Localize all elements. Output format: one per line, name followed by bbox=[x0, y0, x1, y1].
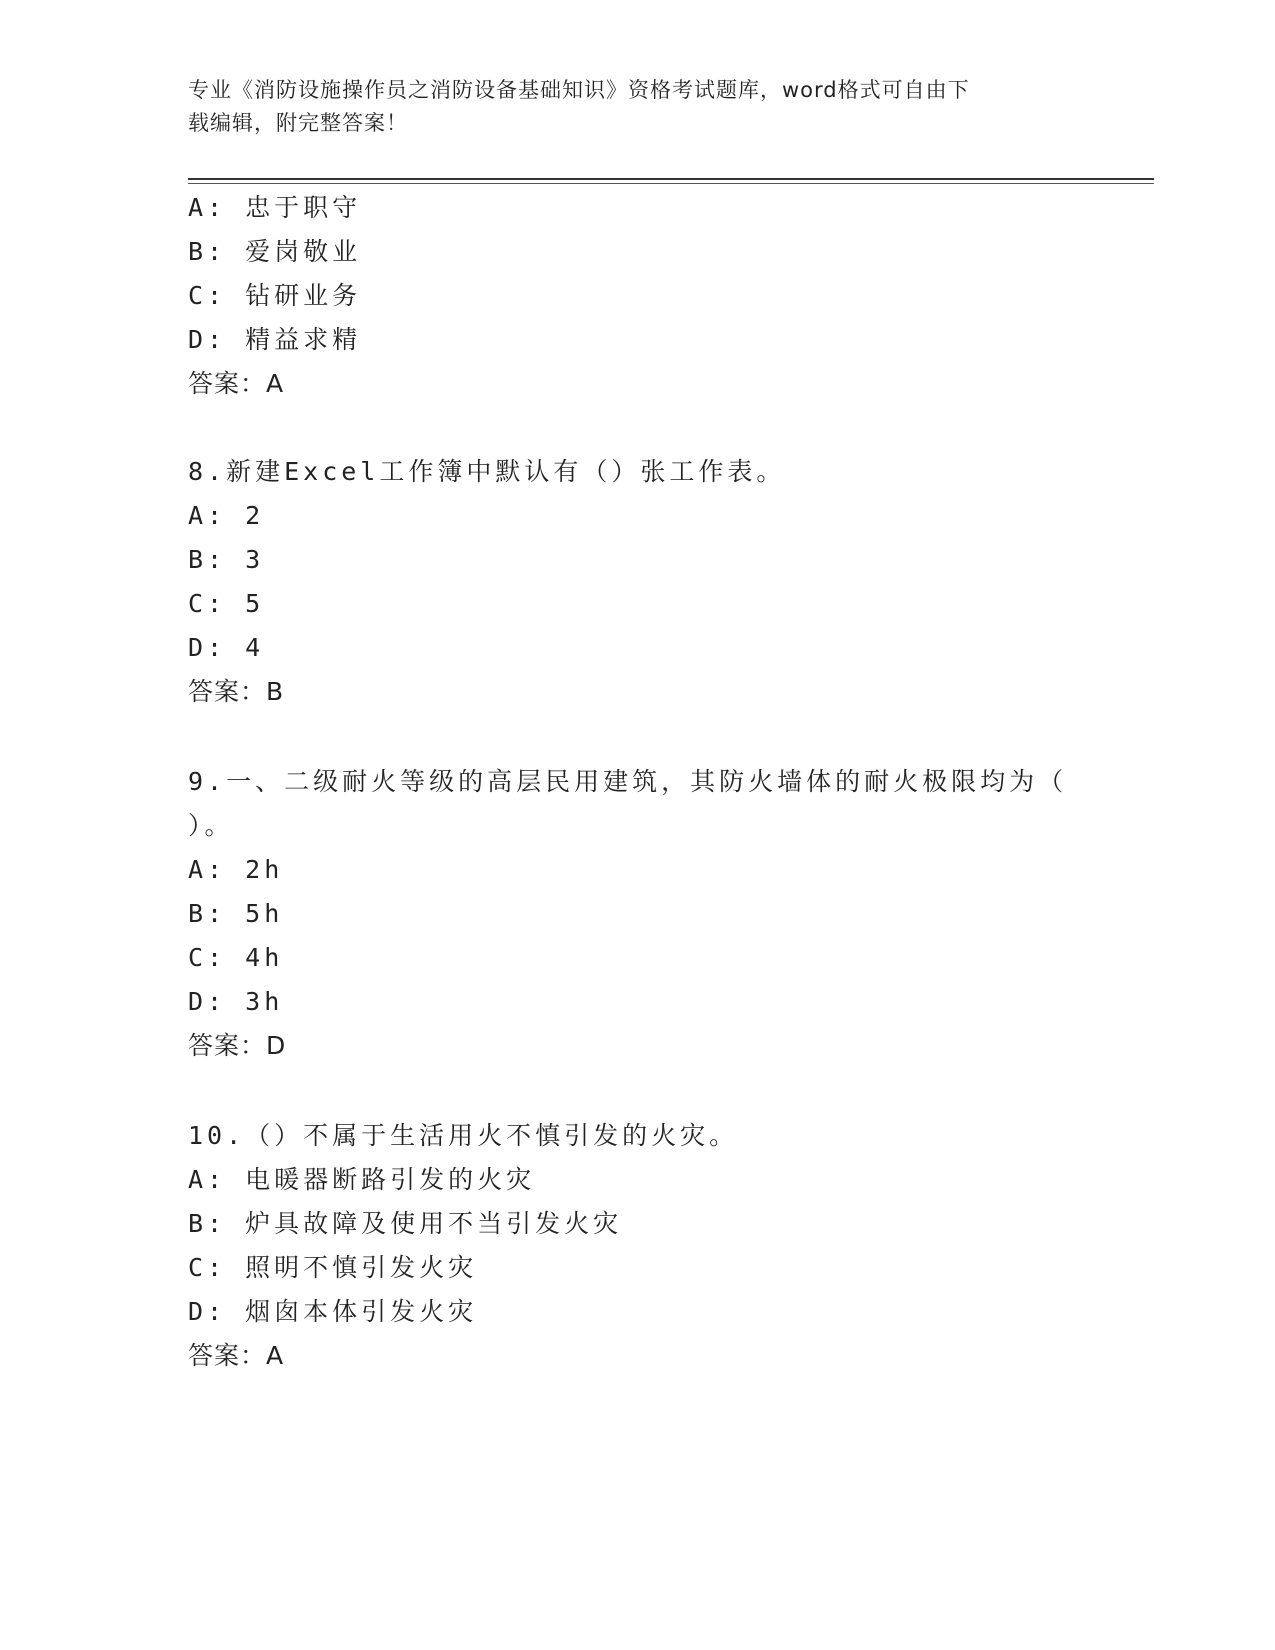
q7-option-b: B: 爱岗敬业 bbox=[188, 237, 362, 266]
q7-option-a: A: 忠于职守 bbox=[188, 193, 362, 222]
q9-answer: 答案：D bbox=[188, 1031, 287, 1060]
q9-option-c: C: 4h bbox=[188, 943, 284, 972]
q9-option-b: B: 5h bbox=[188, 899, 284, 928]
q8-option-b: B: 3 bbox=[188, 545, 265, 574]
q8-option-a: A: 2 bbox=[188, 501, 265, 530]
q10-option-c: C: 照明不慎引发火灾 bbox=[188, 1253, 478, 1282]
q7-option-c: C: 钻研业务 bbox=[188, 281, 362, 310]
q8-answer: 答案：B bbox=[188, 677, 285, 706]
q10-question: 10.（）不属于生活用火不慎引发的火灾。 bbox=[188, 1121, 739, 1150]
header-line-1: 专业《消防设施操作员之消防设备基础知识》资格考试题库，word格式可自由下 bbox=[188, 78, 970, 102]
header-divider-thick bbox=[188, 178, 1154, 180]
q9-option-a: A: 2h bbox=[188, 855, 284, 884]
q10-option-a: A: 电暖器断路引发的火灾 bbox=[188, 1165, 536, 1194]
document-header bbox=[188, 74, 1068, 140]
q8-question: 8.新建Excel工作簿中默认有（）张工作表。 bbox=[188, 457, 786, 486]
q9-question-line-1: 9.一、二级耐火等级的高层民用建筑，其防火墙体的耐火极限均为（ bbox=[188, 767, 1068, 796]
q10-answer: 答案：A bbox=[188, 1341, 285, 1370]
q7-option-d: D: 精益求精 bbox=[188, 325, 362, 354]
q8-option-d: D: 4 bbox=[188, 633, 265, 662]
q8-option-c: C: 5 bbox=[188, 589, 265, 618]
header-divider-thin bbox=[188, 183, 1154, 184]
q10-option-b: B: 炉具故障及使用不当引发火灾 bbox=[188, 1209, 623, 1238]
header-line-2: 载编辑，附完整答案！ bbox=[188, 111, 408, 135]
q7-answer: 答案：A bbox=[188, 369, 285, 398]
q10-option-d: D: 烟囱本体引发火灾 bbox=[188, 1297, 478, 1326]
q9-question-line-2: ）。 bbox=[188, 811, 234, 840]
q9-option-d: D: 3h bbox=[188, 987, 284, 1016]
